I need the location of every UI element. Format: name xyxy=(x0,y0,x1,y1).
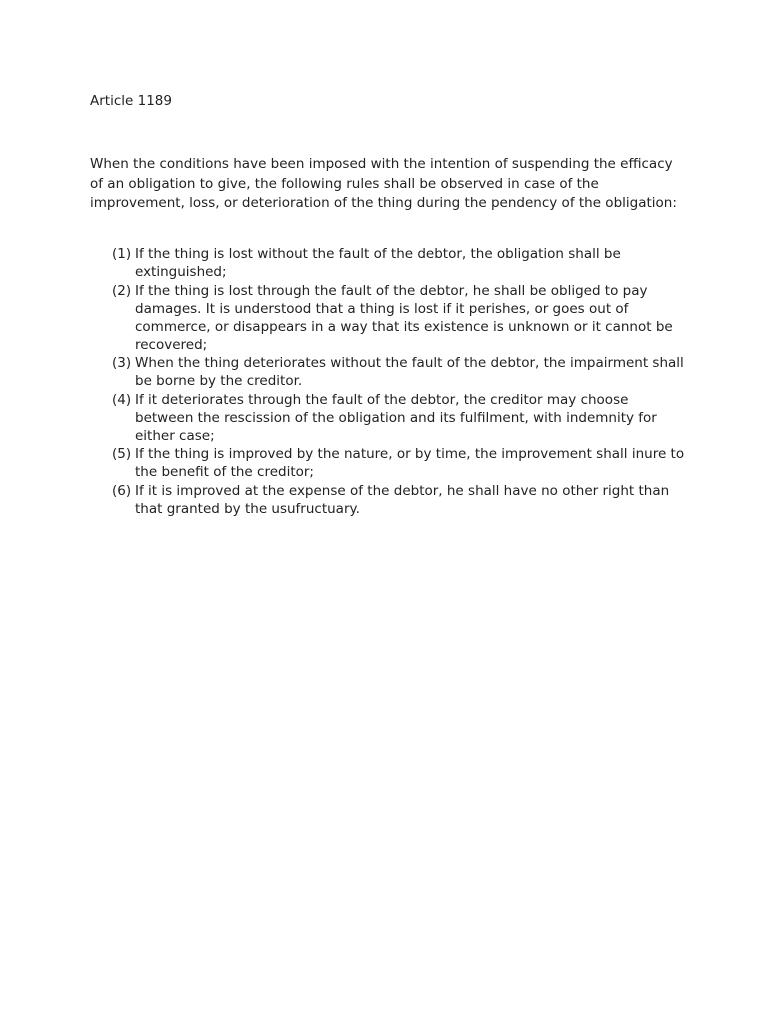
rule-number: (2) xyxy=(112,282,132,299)
rule-number: (6) xyxy=(112,482,132,499)
rule-item xyxy=(112,282,687,354)
rule-number: (4) xyxy=(112,391,132,408)
rule-text: When the thing deteriorates without the fault of the debtor, the impairment shall be borne by the creditor. xyxy=(135,355,684,390)
rule-text: If it is improved at the expense of the debtor, he shall have no other right than that granted by the usufructuary. xyxy=(135,482,670,517)
rule-number: (5) xyxy=(112,446,132,463)
rule-text: If it deteriorates through the fault of the debtor, the creditor may choose between the rescission of the obligation and its fulfilment, with indemnity for either case; xyxy=(135,391,657,444)
rule-text: If the thing is improved by the nature, or by time, the improvement shall inure to the benefit of the creditor; xyxy=(135,446,685,481)
rule-item xyxy=(112,354,687,390)
rule-item xyxy=(112,482,687,518)
rule-text: If the thing is lost through the fault of the debtor, he shall be obliged to pay damages. It is understood that a thing is lost if it perishes, or goes out of commerce, or disappears in a way that its existence is unknown or it cannot be recovered; xyxy=(135,282,673,353)
article-title: Article 1189 xyxy=(90,93,172,109)
rule-text: If the thing is lost without the fault of the debtor, the obligation shall be extinguished; xyxy=(135,246,621,280)
rule-number: (3) xyxy=(112,355,132,372)
rule-number: (1) xyxy=(112,246,132,262)
rule-item xyxy=(112,391,687,445)
article-intro: When the conditions have been imposed with the intention of suspending the efficacy of an obligation to give, the following rules shall be observed in case of the improvement, loss, or deterioration of the thing during the pendency of the obligation: xyxy=(90,156,677,211)
rules-list xyxy=(112,245,687,519)
rule-item xyxy=(112,245,687,281)
rule-item xyxy=(112,445,687,481)
